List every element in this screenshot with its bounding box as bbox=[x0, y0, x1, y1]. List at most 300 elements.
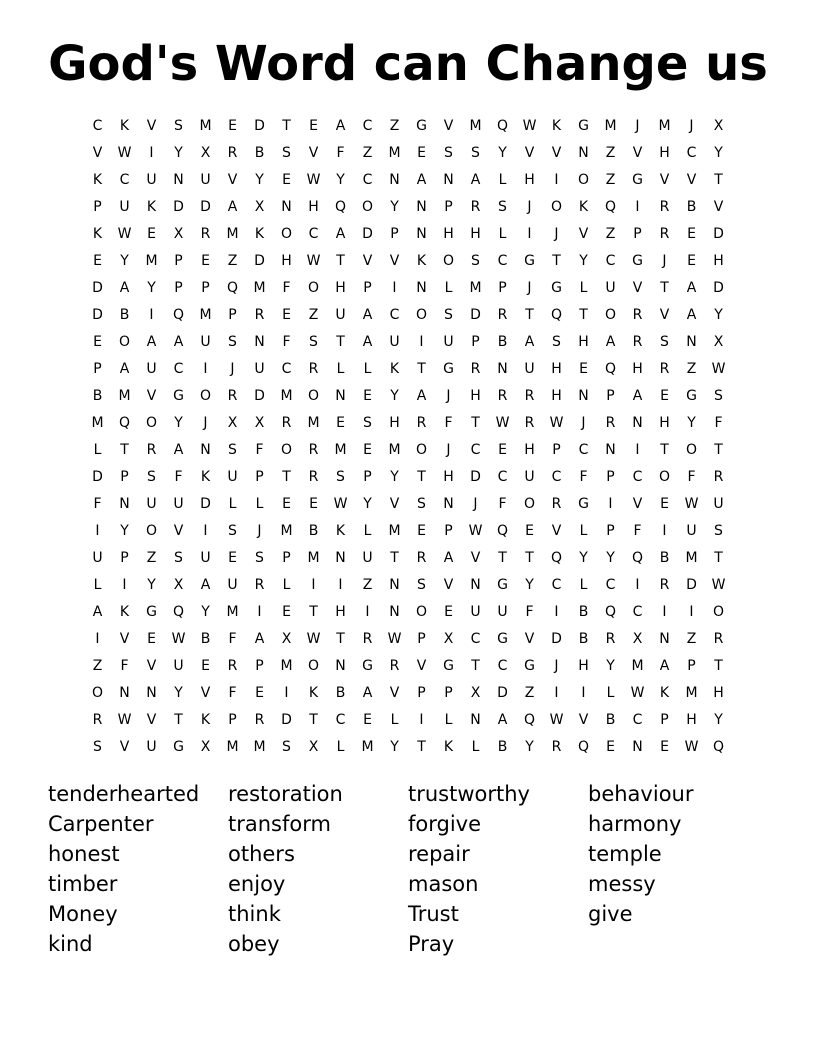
grid-letter: O bbox=[280, 441, 293, 458]
grid-letter: B bbox=[497, 333, 508, 350]
grid-letter: W bbox=[306, 252, 321, 269]
grid-letter: A bbox=[173, 441, 184, 458]
grid-letter: V bbox=[686, 171, 697, 188]
grid-letter: L bbox=[498, 171, 507, 188]
grid-letter: K bbox=[119, 603, 130, 620]
grid-letter: F bbox=[579, 468, 588, 485]
grid-letter: M bbox=[388, 522, 401, 539]
grid-letter: P bbox=[417, 630, 426, 647]
grid-letter: A bbox=[632, 387, 643, 404]
grid-letter: Y bbox=[390, 387, 399, 404]
grid-letter: F bbox=[120, 657, 129, 674]
grid-letter: I bbox=[635, 198, 640, 215]
grid-letter: Y bbox=[201, 603, 210, 620]
grid-letter: M bbox=[388, 144, 401, 161]
grid-letter: H bbox=[659, 144, 670, 161]
grid-letter: V bbox=[443, 117, 454, 134]
grid-letter: E bbox=[606, 738, 615, 755]
grid-letter: E bbox=[660, 738, 669, 755]
grid-letter: E bbox=[282, 171, 291, 188]
grid-letter: R bbox=[254, 711, 265, 728]
grid-letter: T bbox=[282, 117, 291, 134]
grid-letter: I bbox=[122, 576, 127, 593]
grid-letter: B bbox=[578, 630, 589, 647]
grid-letter: P bbox=[93, 198, 102, 215]
grid-letter: L bbox=[498, 225, 507, 242]
grid-letter: U bbox=[92, 549, 103, 566]
grid-letter: I bbox=[419, 333, 424, 350]
grid-letter: N bbox=[416, 198, 427, 215]
grid-letter: C bbox=[551, 468, 562, 485]
grid-letter: C bbox=[308, 225, 319, 242]
grid-letter: V bbox=[146, 117, 157, 134]
word-list-item: give bbox=[588, 902, 633, 926]
grid-letter: T bbox=[660, 441, 669, 458]
grid-letter: K bbox=[389, 360, 400, 377]
grid-letter: A bbox=[200, 576, 211, 593]
grid-letter: T bbox=[309, 603, 318, 620]
grid-letter: V bbox=[551, 144, 562, 161]
grid-letter: S bbox=[93, 738, 102, 755]
grid-letter: V bbox=[470, 549, 481, 566]
grid-letter: S bbox=[444, 144, 453, 161]
grid-letter: N bbox=[389, 603, 400, 620]
grid-letter: L bbox=[93, 576, 102, 593]
grid-row bbox=[84, 166, 732, 193]
grid-letter: N bbox=[578, 144, 589, 161]
grid-letter: N bbox=[605, 441, 616, 458]
grid-row bbox=[84, 112, 732, 139]
grid-letter: E bbox=[309, 117, 318, 134]
grid-letter: M bbox=[253, 279, 266, 296]
grid-letter: H bbox=[470, 387, 481, 404]
grid-letter: R bbox=[713, 630, 724, 647]
grid-letter: J bbox=[527, 279, 532, 296]
grid-letter: O bbox=[442, 252, 455, 269]
grid-letter: E bbox=[255, 684, 264, 701]
grid-letter: D bbox=[92, 279, 103, 296]
grid-letter: H bbox=[470, 225, 481, 242]
grid-letter: R bbox=[659, 225, 670, 242]
grid-letter: N bbox=[335, 549, 346, 566]
grid-letter: C bbox=[551, 576, 562, 593]
grid-letter: R bbox=[227, 144, 238, 161]
grid-letter: O bbox=[307, 387, 320, 404]
grid-letter: T bbox=[471, 414, 480, 431]
grid-letter: N bbox=[200, 441, 211, 458]
grid-letter: K bbox=[92, 171, 103, 188]
grid-letter: D bbox=[470, 468, 481, 485]
grid-letter: T bbox=[336, 252, 345, 269]
grid-letter: P bbox=[606, 468, 615, 485]
grid-letter: Q bbox=[523, 711, 536, 728]
grid-letter: A bbox=[146, 333, 157, 350]
grid-letter: M bbox=[307, 549, 320, 566]
grid-letter: F bbox=[282, 333, 291, 350]
grid-letter: R bbox=[281, 414, 292, 431]
grid-letter: E bbox=[444, 603, 453, 620]
grid-letter: P bbox=[228, 711, 237, 728]
grid-letter: Y bbox=[714, 144, 723, 161]
grid-letter: N bbox=[173, 171, 184, 188]
grid-letter: A bbox=[524, 333, 535, 350]
grid-letter: V bbox=[389, 684, 400, 701]
grid-letter: E bbox=[660, 387, 669, 404]
grid-letter: Q bbox=[604, 360, 617, 377]
grid-letter: X bbox=[227, 414, 238, 431]
grid-letter: N bbox=[632, 414, 643, 431]
grid-letter: A bbox=[470, 171, 481, 188]
grid-letter: P bbox=[606, 522, 615, 539]
grid-letter: C bbox=[686, 144, 697, 161]
grid-letter: Y bbox=[390, 468, 399, 485]
grid-letter: U bbox=[470, 603, 481, 620]
grid-letter: I bbox=[554, 684, 559, 701]
grid-letter: T bbox=[714, 657, 723, 674]
grid-letter: A bbox=[497, 711, 508, 728]
grid-letter: R bbox=[416, 414, 427, 431]
grid-letter: O bbox=[199, 387, 212, 404]
grid-letter: Q bbox=[226, 279, 239, 296]
word-list-item: Pray bbox=[408, 932, 455, 956]
grid-letter: S bbox=[228, 333, 237, 350]
grid-letter: M bbox=[604, 117, 617, 134]
grid-letter: M bbox=[91, 414, 104, 431]
grid-letter: E bbox=[417, 144, 426, 161]
grid-letter: P bbox=[120, 468, 129, 485]
grid-letter: N bbox=[335, 657, 346, 674]
grid-letter: Z bbox=[605, 171, 616, 188]
grid-letter: Y bbox=[390, 738, 399, 755]
grid-letter: H bbox=[551, 360, 562, 377]
grid-letter: V bbox=[146, 711, 157, 728]
grid-letter: K bbox=[146, 198, 157, 215]
grid-letter: N bbox=[470, 576, 481, 593]
grid-letter: U bbox=[335, 306, 346, 323]
grid-letter: F bbox=[228, 684, 237, 701]
grid-letter: J bbox=[446, 441, 451, 458]
grid-letter: B bbox=[200, 630, 211, 647]
grid-letter: W bbox=[711, 360, 726, 377]
grid-row bbox=[84, 733, 732, 760]
grid-letter: C bbox=[632, 603, 643, 620]
grid-letter: T bbox=[336, 333, 345, 350]
grid-letter: C bbox=[470, 441, 481, 458]
grid-letter: H bbox=[443, 468, 454, 485]
grid-letter: E bbox=[282, 603, 291, 620]
grid-letter: W bbox=[630, 684, 645, 701]
grid-letter: B bbox=[308, 522, 319, 539]
grid-row bbox=[84, 274, 732, 301]
grid-letter: I bbox=[284, 684, 289, 701]
grid-letter: X bbox=[254, 198, 265, 215]
grid-letter: M bbox=[280, 387, 293, 404]
grid-letter: Y bbox=[525, 576, 534, 593]
grid-letter: X bbox=[713, 333, 724, 350]
grid-letter: W bbox=[684, 738, 699, 755]
grid-letter: L bbox=[363, 522, 372, 539]
grid-letter: E bbox=[147, 225, 156, 242]
grid-letter: S bbox=[363, 414, 372, 431]
grid-row bbox=[84, 328, 732, 355]
grid-letter: G bbox=[497, 630, 508, 647]
grid-letter: D bbox=[551, 630, 562, 647]
grid-letter: J bbox=[446, 387, 451, 404]
grid-letter: S bbox=[282, 144, 291, 161]
grid-letter: W bbox=[684, 495, 699, 512]
grid-letter: F bbox=[93, 495, 102, 512]
grid-letter: G bbox=[416, 117, 427, 134]
grid-letter: R bbox=[605, 630, 616, 647]
grid-letter: D bbox=[362, 225, 373, 242]
grid-letter: N bbox=[470, 711, 481, 728]
grid-letter: E bbox=[363, 711, 372, 728]
grid-letter: K bbox=[308, 684, 319, 701]
grid-letter: T bbox=[552, 252, 561, 269]
grid-letter: N bbox=[335, 387, 346, 404]
grid-letter: Y bbox=[363, 495, 372, 512]
grid-letter: Y bbox=[147, 279, 156, 296]
grid-letter: B bbox=[659, 549, 670, 566]
grid-letter: R bbox=[227, 657, 238, 674]
grid-letter: C bbox=[92, 117, 103, 134]
grid-letter: Q bbox=[172, 603, 185, 620]
grid-letter: W bbox=[117, 225, 132, 242]
grid-letter: E bbox=[525, 522, 534, 539]
grid-letter: Z bbox=[146, 549, 157, 566]
grid-letter: O bbox=[658, 468, 671, 485]
grid-row bbox=[84, 706, 732, 733]
grid-letter: F bbox=[687, 468, 696, 485]
grid-letter: H bbox=[308, 198, 319, 215]
grid-letter: E bbox=[417, 522, 426, 539]
grid-letter: U bbox=[200, 171, 211, 188]
grid-letter: G bbox=[173, 387, 184, 404]
grid-letter: Y bbox=[174, 144, 183, 161]
grid-letter: O bbox=[415, 441, 428, 458]
grid-letter: R bbox=[416, 549, 427, 566]
grid-letter: P bbox=[390, 225, 399, 242]
grid-letter: W bbox=[522, 117, 537, 134]
grid-letter: Q bbox=[172, 306, 185, 323]
grid-letter: Q bbox=[334, 198, 347, 215]
grid-letter: K bbox=[200, 711, 211, 728]
grid-letter: I bbox=[149, 144, 154, 161]
grid-letter: N bbox=[686, 333, 697, 350]
grid-letter: D bbox=[200, 198, 211, 215]
grid-letter: R bbox=[470, 360, 481, 377]
grid-letter: C bbox=[362, 117, 373, 134]
grid-letter: E bbox=[336, 414, 345, 431]
grid-letter: Y bbox=[498, 144, 507, 161]
grid-letter: L bbox=[228, 495, 237, 512]
grid-letter: C bbox=[632, 468, 643, 485]
grid-letter: Y bbox=[606, 549, 615, 566]
grid-letter: G bbox=[146, 603, 157, 620]
grid-row bbox=[84, 139, 732, 166]
word-list-item: tenderhearted bbox=[48, 782, 200, 806]
grid-letter: T bbox=[309, 711, 318, 728]
word-list-item: Money bbox=[48, 902, 118, 926]
grid-letter: G bbox=[551, 279, 562, 296]
grid-letter: V bbox=[659, 171, 670, 188]
grid-letter: D bbox=[497, 684, 508, 701]
grid-letter: C bbox=[605, 252, 616, 269]
grid-letter: J bbox=[527, 198, 532, 215]
grid-row bbox=[84, 247, 732, 274]
grid-row bbox=[84, 193, 732, 220]
word-list-item: others bbox=[228, 842, 295, 866]
grid-letter: N bbox=[659, 630, 670, 647]
word-list-item: behaviour bbox=[588, 782, 694, 806]
grid-letter: R bbox=[497, 387, 508, 404]
grid-letter: E bbox=[660, 495, 669, 512]
grid-letter: W bbox=[306, 630, 321, 647]
grid-letter: I bbox=[689, 603, 694, 620]
grid-letter: C bbox=[173, 360, 184, 377]
grid-letter: H bbox=[524, 171, 535, 188]
grid-letter: J bbox=[689, 117, 694, 134]
page-title: God's Word can Change us bbox=[48, 36, 768, 92]
grid-letter: C bbox=[335, 711, 346, 728]
grid-letter: O bbox=[712, 603, 725, 620]
grid-letter: B bbox=[578, 603, 589, 620]
grid-letter: M bbox=[388, 441, 401, 458]
grid-letter: J bbox=[203, 414, 208, 431]
word-list-item: messy bbox=[588, 872, 656, 896]
grid-letter: G bbox=[632, 252, 643, 269]
grid-letter: N bbox=[416, 225, 427, 242]
grid-row bbox=[84, 301, 732, 328]
grid-letter: I bbox=[635, 576, 640, 593]
grid-letter: S bbox=[309, 333, 318, 350]
grid-letter: U bbox=[227, 468, 238, 485]
grid-letter: U bbox=[497, 603, 508, 620]
grid-letter: N bbox=[119, 684, 130, 701]
grid-letter: M bbox=[469, 279, 482, 296]
grid-letter: D bbox=[200, 495, 211, 512]
grid-letter: Y bbox=[687, 414, 696, 431]
grid-row bbox=[84, 355, 732, 382]
grid-letter: A bbox=[119, 279, 130, 296]
grid-letter: P bbox=[444, 198, 453, 215]
grid-letter: Z bbox=[227, 252, 238, 269]
grid-letter: E bbox=[228, 549, 237, 566]
grid-letter: L bbox=[579, 522, 588, 539]
grid-letter: Q bbox=[496, 522, 509, 539]
grid-letter: I bbox=[392, 279, 397, 296]
grid-letter: L bbox=[444, 279, 453, 296]
grid-letter: V bbox=[632, 495, 643, 512]
grid-letter: R bbox=[632, 306, 643, 323]
grid-letter: Y bbox=[606, 657, 615, 674]
word-list-item: harmony bbox=[588, 812, 682, 836]
grid-letter: A bbox=[416, 387, 427, 404]
grid-letter: H bbox=[632, 360, 643, 377]
grid-letter: M bbox=[118, 387, 131, 404]
grid-letter: R bbox=[254, 306, 265, 323]
grid-letter: H bbox=[578, 657, 589, 674]
grid-letter: V bbox=[524, 144, 535, 161]
grid-row bbox=[84, 598, 732, 625]
grid-letter: C bbox=[362, 171, 373, 188]
grid-letter: A bbox=[362, 306, 373, 323]
grid-letter: L bbox=[336, 360, 345, 377]
grid-letter: T bbox=[336, 630, 345, 647]
grid-letter: F bbox=[228, 630, 237, 647]
grid-letter: C bbox=[281, 360, 292, 377]
grid-letter: G bbox=[443, 360, 454, 377]
grid-letter: E bbox=[228, 117, 237, 134]
grid-letter: D bbox=[254, 252, 265, 269]
grid-letter: A bbox=[416, 171, 427, 188]
grid-letter: U bbox=[173, 657, 184, 674]
grid-letter: A bbox=[227, 198, 238, 215]
grid-letter: J bbox=[554, 657, 559, 674]
word-column bbox=[228, 779, 408, 959]
grid-letter: Q bbox=[550, 306, 563, 323]
grid-letter: D bbox=[92, 468, 103, 485]
grid-letter: I bbox=[527, 225, 532, 242]
grid-letter: T bbox=[390, 549, 399, 566]
grid-letter: T bbox=[714, 549, 723, 566]
grid-letter: R bbox=[470, 198, 481, 215]
grid-letter: X bbox=[254, 414, 265, 431]
grid-letter: O bbox=[685, 441, 698, 458]
grid-letter: U bbox=[524, 468, 535, 485]
grid-letter: Z bbox=[605, 144, 616, 161]
grid-letter: O bbox=[415, 603, 428, 620]
grid-letter: H bbox=[713, 252, 724, 269]
grid-letter: P bbox=[174, 252, 183, 269]
grid-letter: R bbox=[92, 711, 103, 728]
grid-letter: K bbox=[578, 198, 589, 215]
grid-letter: N bbox=[119, 495, 130, 512]
grid-letter: S bbox=[417, 576, 426, 593]
grid-letter: H bbox=[686, 711, 697, 728]
grid-letter: F bbox=[714, 414, 723, 431]
grid-letter: P bbox=[444, 522, 453, 539]
grid-letter: X bbox=[632, 630, 643, 647]
grid-letter: M bbox=[631, 657, 644, 674]
grid-letter: P bbox=[255, 657, 264, 674]
grid-letter: V bbox=[119, 630, 130, 647]
grid-letter: U bbox=[362, 549, 373, 566]
grid-letter: A bbox=[659, 657, 670, 674]
grid-letter: P bbox=[552, 441, 561, 458]
grid-letter: I bbox=[662, 522, 667, 539]
word-list-item: temple bbox=[588, 842, 662, 866]
grid-row bbox=[84, 463, 732, 490]
grid-letter: K bbox=[443, 738, 454, 755]
grid-letter: T bbox=[579, 306, 588, 323]
grid-letter: J bbox=[581, 414, 586, 431]
grid-letter: N bbox=[632, 738, 643, 755]
grid-letter: G bbox=[173, 738, 184, 755]
grid-letter: R bbox=[254, 576, 265, 593]
grid-letter: R bbox=[551, 738, 562, 755]
grid-letter: T bbox=[120, 441, 129, 458]
grid-letter: T bbox=[471, 657, 480, 674]
grid-letter: Z bbox=[308, 306, 319, 323]
grid-letter: G bbox=[362, 657, 373, 674]
grid-letter: L bbox=[390, 711, 399, 728]
grid-letter: W bbox=[549, 414, 564, 431]
grid-letter: W bbox=[117, 144, 132, 161]
grid-letter: Y bbox=[147, 576, 156, 593]
grid-letter: E bbox=[201, 657, 210, 674]
grid-letter: Q bbox=[118, 414, 131, 431]
